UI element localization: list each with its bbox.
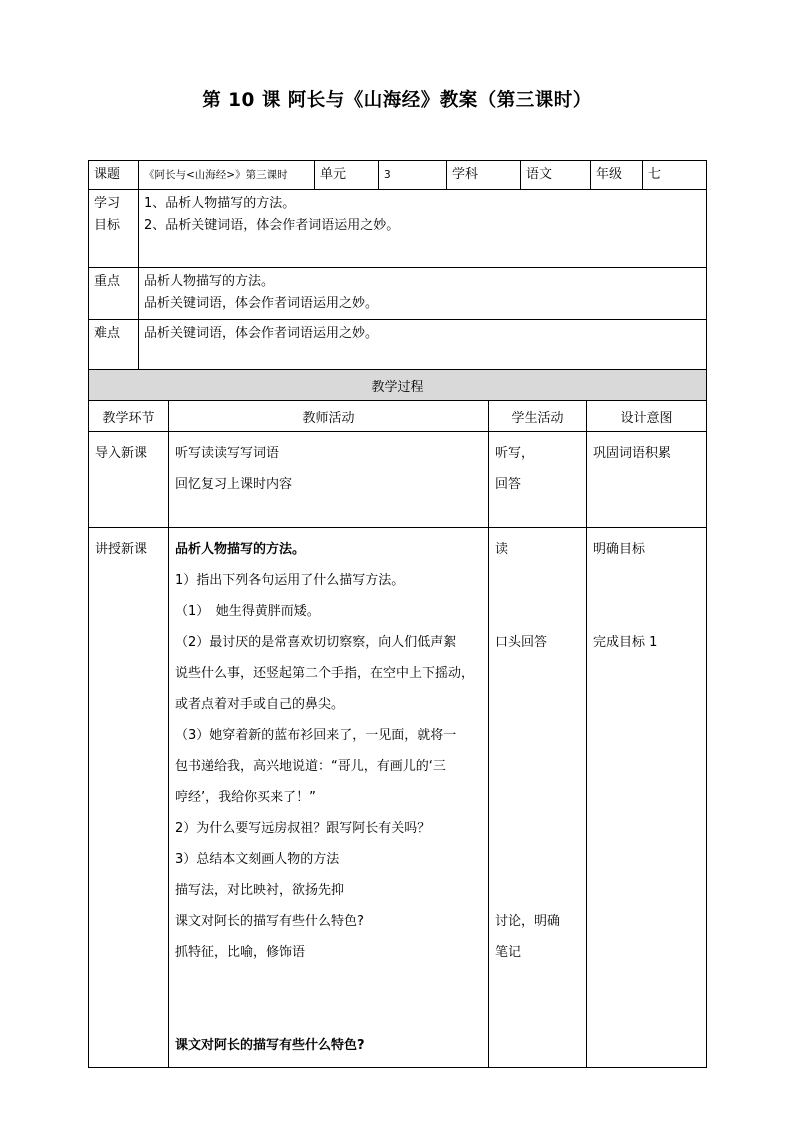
- teacher-line: 抓特征，比喻，修饰语: [175, 945, 306, 960]
- column-header: 教学环节: [89, 401, 169, 432]
- student-activity-cell: [489, 528, 587, 1068]
- student-activity-cell: [489, 432, 587, 528]
- teacher-line: （2）最讨厌的是常喜欢切切察察，向人们低声絮: [175, 635, 457, 650]
- column-header: 教师活动: [169, 401, 489, 432]
- difficulty-item: 品析关键词语，体会作者词语运用之妙。: [144, 326, 379, 341]
- stage-cell: 导入新课: [89, 432, 169, 528]
- spacer: [593, 565, 700, 627]
- teacher-line: （3）她穿着新的蓝布衫回来了，一见面，就将一: [175, 728, 457, 743]
- process-band: 教学过程: [89, 370, 707, 401]
- unit-value: 3: [379, 161, 447, 190]
- teacher-heading: 品析人物描写的方法。: [175, 542, 306, 557]
- grade-value: 七: [643, 161, 707, 190]
- goal-item: 2、品析关键词语，体会作者词语运用之妙。: [144, 218, 400, 233]
- teacher-line: 听写读读写写词语: [175, 446, 280, 461]
- goals-content: [139, 190, 707, 268]
- student-line: 讨论，明确: [495, 914, 561, 929]
- teacher-line: 课文对阿长的描写有些什么特色?: [175, 914, 364, 929]
- teacher-line: 1）指出下列各句运用了什么描写方法。: [175, 573, 405, 588]
- lesson-info-table: [88, 160, 707, 370]
- teacher-line: 回忆复习上课时内容: [175, 477, 293, 492]
- spacer: [495, 658, 580, 906]
- topic-label: 课题: [89, 161, 139, 190]
- teaching-process-table: [88, 369, 707, 1068]
- subject-label: 学科: [447, 161, 521, 190]
- design-intent-cell: [587, 528, 707, 1068]
- spacer: [495, 565, 580, 627]
- difficulty-content: [139, 320, 707, 370]
- student-line: 笔记: [495, 945, 522, 960]
- teacher-footer: 课文对阿长的描写有些什么特色?: [175, 1038, 365, 1053]
- teacher-line: （1） 她生得黄胖而矮。: [175, 604, 320, 619]
- goals-label: [89, 190, 139, 268]
- teacher-activity-cell: [169, 528, 489, 1068]
- difficulty-label: 难点: [89, 320, 139, 370]
- focus-content: [139, 268, 707, 320]
- intent-line: 完成目标 1: [593, 635, 658, 650]
- student-line: 口头回答: [495, 635, 548, 650]
- column-header: 学生活动: [489, 401, 587, 432]
- teacher-line: 2）为什么要写远房叔祖？跟写阿长有关吗？: [175, 821, 431, 836]
- goals-label-line: 目标: [94, 218, 121, 233]
- grade-label: 年级: [591, 161, 643, 190]
- focus-item: 品析人物描写的方法。: [144, 274, 275, 289]
- student-line: 回答: [495, 477, 522, 492]
- page-title: 第 10 课 阿长与《山海经》教案（第三课时）: [202, 90, 592, 111]
- column-header: 设计意图: [587, 401, 707, 432]
- subject-value: 语文: [521, 161, 591, 190]
- teacher-line: 包书递给我，高兴地说道：“哥儿，有画儿的‘三: [175, 759, 446, 774]
- teacher-activity-cell: [169, 432, 489, 528]
- design-intent-cell: 巩固词语积累: [587, 432, 707, 528]
- student-line: 读: [495, 542, 509, 557]
- topic-value: 《阿长与<山海经>》第三课时: [139, 161, 315, 190]
- teacher-line: 或者点着对手或自己的鼻尖。: [175, 697, 345, 712]
- goals-label-line: 学习: [94, 196, 121, 211]
- focus-label: 重点: [89, 268, 139, 320]
- goal-item: 1、品析人物描写的方法。: [144, 196, 296, 211]
- teacher-line: 哼经’，我给你买来了！”: [175, 790, 316, 805]
- teacher-line: 描写法，对比映衬，欲扬先抑: [175, 883, 345, 898]
- spacer: [175, 968, 482, 1030]
- teacher-line: 3）总结本文刻画人物的方法: [175, 852, 340, 867]
- student-line: 听写，: [495, 446, 535, 461]
- unit-label: 单元: [315, 161, 379, 190]
- stage-cell: 讲授新课: [89, 528, 169, 1068]
- focus-item: 品析关键词语，体会作者词语运用之妙。: [144, 296, 379, 311]
- teacher-line: 说些什么事，还竖起第二个手指，在空中上下摇动，: [175, 666, 475, 681]
- intent-line: 明确目标: [593, 542, 646, 557]
